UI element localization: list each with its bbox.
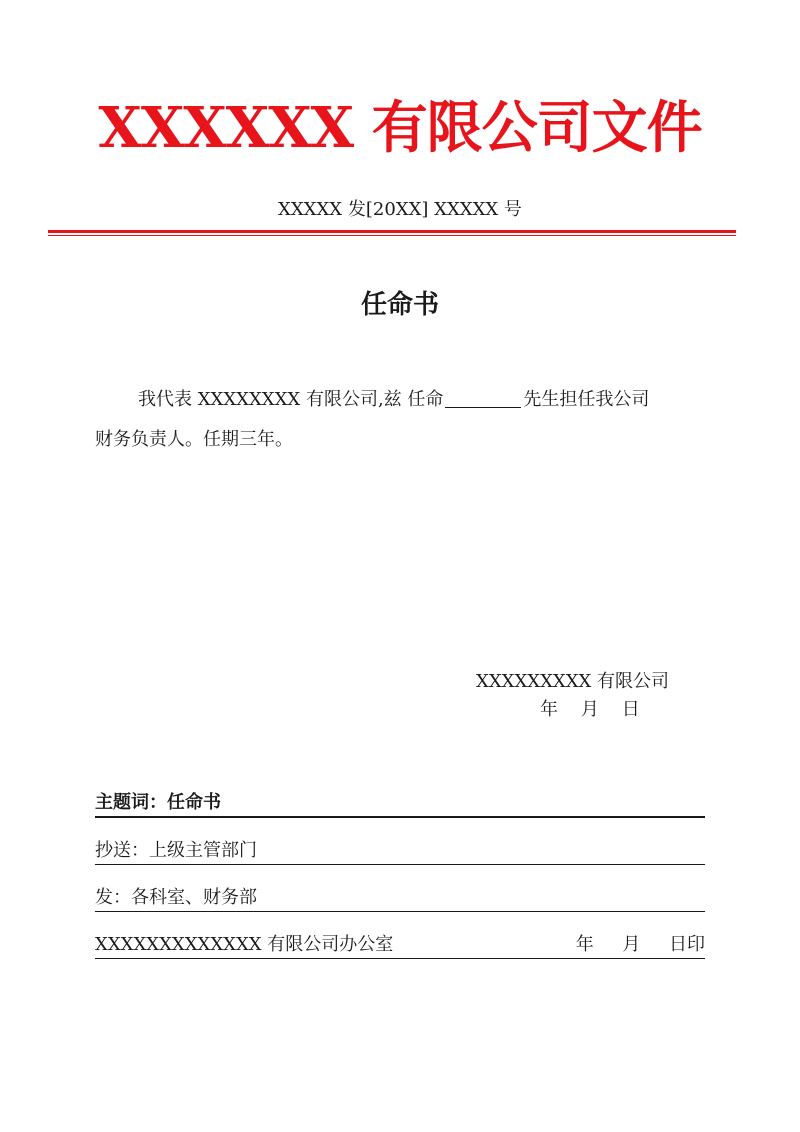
footer-issuer: XXXXXXXXXXXXX 有限公司办公室 [95,934,394,955]
document-number: XXXXX 发[20XX] XXXXX 号 [278,199,522,220]
footer-distribution: 发：各科室、财务部 [95,887,257,908]
footer-subject-row [95,794,705,818]
red-rule-thick-line [48,230,736,233]
signature-date: 年 月 日 [540,699,640,720]
body-paragraph-line-2: 财务负责人。任期三年。 [95,429,293,450]
footer-issue-date: 年 月 日印 [575,934,705,955]
footer-issuer-row [95,912,705,959]
signature-block [476,668,676,724]
appointment-body [95,380,705,460]
document-header-title: XXXXXX 有限公司文件 [98,95,702,161]
signature-company: XXXXXXXXX 有限公司 [476,671,670,692]
header-red-rule [48,230,736,237]
red-rule-thin-line [48,235,736,236]
footer-cc-row [95,818,705,865]
footer-subject-keywords: 主题词：任命书 [95,792,221,813]
footer-distribution-row [95,865,705,912]
appointee-name-blank [445,387,521,408]
body-paragraph-line-1 [95,380,705,420]
body-text-before-blank: 我代表 XXXXXXXX 有限公司,兹 任命 [138,389,444,410]
document-title: 任命书 [360,290,439,320]
body-text-after-blank: 先生担任我公司 [523,389,650,410]
document-footer [95,794,705,959]
footer-cc: 抄送：上级主管部门 [95,840,257,861]
